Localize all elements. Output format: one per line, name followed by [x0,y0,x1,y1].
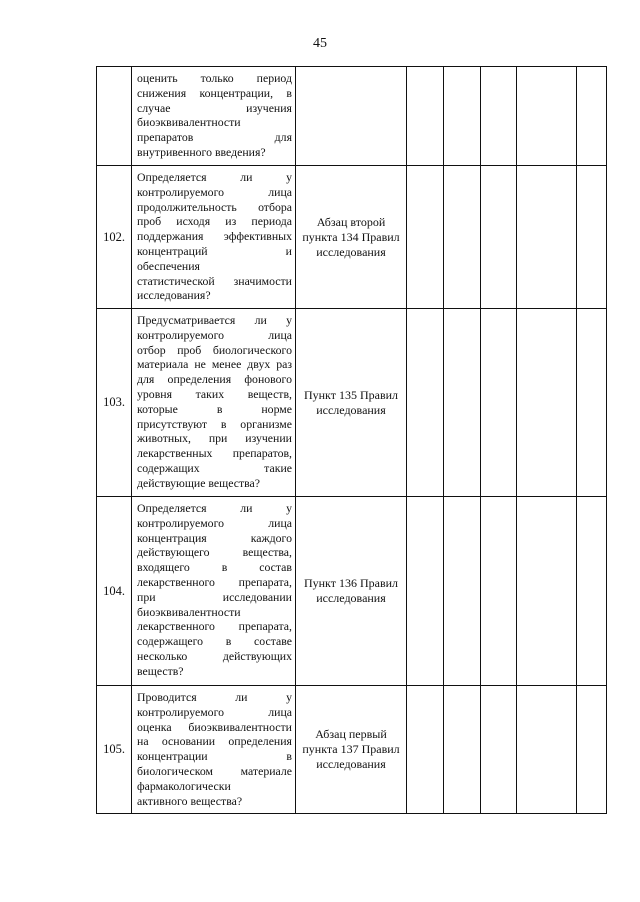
question-line: продолжительность отбора [137,199,292,214]
table-row [97,67,607,166]
question-line: фармакологически [137,778,231,793]
empty-answer-cell [577,309,607,497]
row-number: 102. [97,166,132,309]
checklist-table [96,66,607,814]
question-line: обеспечения [137,258,200,273]
question-line: на основании определения [137,734,292,749]
question-line: Проводится ли у [137,690,292,704]
question-line: материала не менее двух раз [137,357,292,372]
question-line: биологическом материале [137,763,292,778]
question-line: концентрация каждого [137,530,292,545]
question-line: активного вещества? [137,793,243,808]
reference-cell [296,67,407,166]
question-line: содержащих такие [137,460,292,475]
question-line: присутствуют в организме [137,416,292,431]
question-line: биоэквивалентности [137,115,241,130]
empty-answer-cell [517,67,577,166]
empty-answer-cell [444,686,481,814]
question-line: лекарственных препаратов, [137,446,292,461]
empty-answer-cell [481,67,517,166]
question-line: при исследовании [137,589,292,604]
row-number: 105. [97,686,132,814]
question-line: контролируемого лица [137,327,292,342]
empty-answer-cell [444,497,481,686]
question-line: поддержания эффективных [137,229,292,244]
question-line: контролируемого лица [137,704,292,719]
question-line: концентрации в [137,749,292,764]
question-line: проб исходя из периода [137,214,292,229]
empty-answer-cell [481,686,517,814]
table-row [97,686,607,814]
question-cell [132,309,296,497]
question-line: статистической значимости [137,273,292,288]
question-line: оценка биоэквивалентности [137,719,292,734]
empty-answer-cell [407,166,444,309]
question-line: действующего вещества, [137,545,292,560]
question-line: контролируемого лица [137,184,292,199]
question-line: исследования? [137,288,211,303]
question-line: содержащего в составе [137,634,292,649]
empty-answer-cell [407,309,444,497]
question-line: лекарственного препарата, [137,574,292,589]
question-line: Определяется ли у [137,170,292,184]
empty-answer-cell [407,67,444,166]
question-line: отбор проб биологического [137,342,292,357]
empty-answer-cell [444,67,481,166]
empty-answer-cell [481,309,517,497]
reference-cell: Пункт 136 Правил исследования [296,497,407,686]
reference-cell: Пункт 135 Правил исследования [296,309,407,497]
question-line: несколько действующих [137,648,292,663]
question-line: случае изучения [137,100,292,115]
empty-answer-cell [577,67,607,166]
row-number [97,67,132,166]
question-line: действующие вещества? [137,475,261,490]
row-number: 103. [97,309,132,497]
empty-answer-cell [407,497,444,686]
question-line: для определения фонового [137,372,292,387]
question-line: биоэквивалентности [137,604,241,619]
table-row [97,166,607,309]
reference-cell: Абзац первый пункта 137 Правил исследования [296,686,407,814]
question-line: которые в норме [137,401,292,416]
empty-answer-cell [481,166,517,309]
question-line: уровня таких веществ, [137,386,292,401]
empty-answer-cell [577,166,607,309]
question-line: входящего в состав [137,560,292,575]
empty-answer-cell [577,497,607,686]
question-line: лекарственного препарата, [137,619,292,634]
question-line: веществ? [137,663,184,678]
page-number: 45 [313,36,327,51]
table-row [97,309,607,497]
question-line: Определяется ли у [137,501,292,515]
question-cell [132,497,296,686]
question-line: концентраций и [137,243,292,258]
question-line: животных, при изучении [137,431,292,446]
empty-answer-cell [517,166,577,309]
question-line: снижения концентрации, в [137,85,292,100]
reference-cell: Абзац второй пункта 134 Правил исследования [296,166,407,309]
question-line: контролируемого лица [137,515,292,530]
empty-answer-cell [517,309,577,497]
empty-answer-cell [517,686,577,814]
question-cell [132,686,296,814]
empty-answer-cell [577,686,607,814]
table-row [97,497,607,686]
question-line: оценить только период [137,71,292,85]
empty-answer-cell [517,497,577,686]
empty-answer-cell [407,686,444,814]
question-cell [132,67,296,166]
empty-answer-cell [444,309,481,497]
empty-answer-cell [481,497,517,686]
question-line: внутривенного введения? [137,144,266,159]
question-line: препаратов для [137,130,292,145]
question-cell [132,166,296,309]
row-number: 104. [97,497,132,686]
question-line: Предусматривается ли у [137,313,292,327]
empty-answer-cell [444,166,481,309]
